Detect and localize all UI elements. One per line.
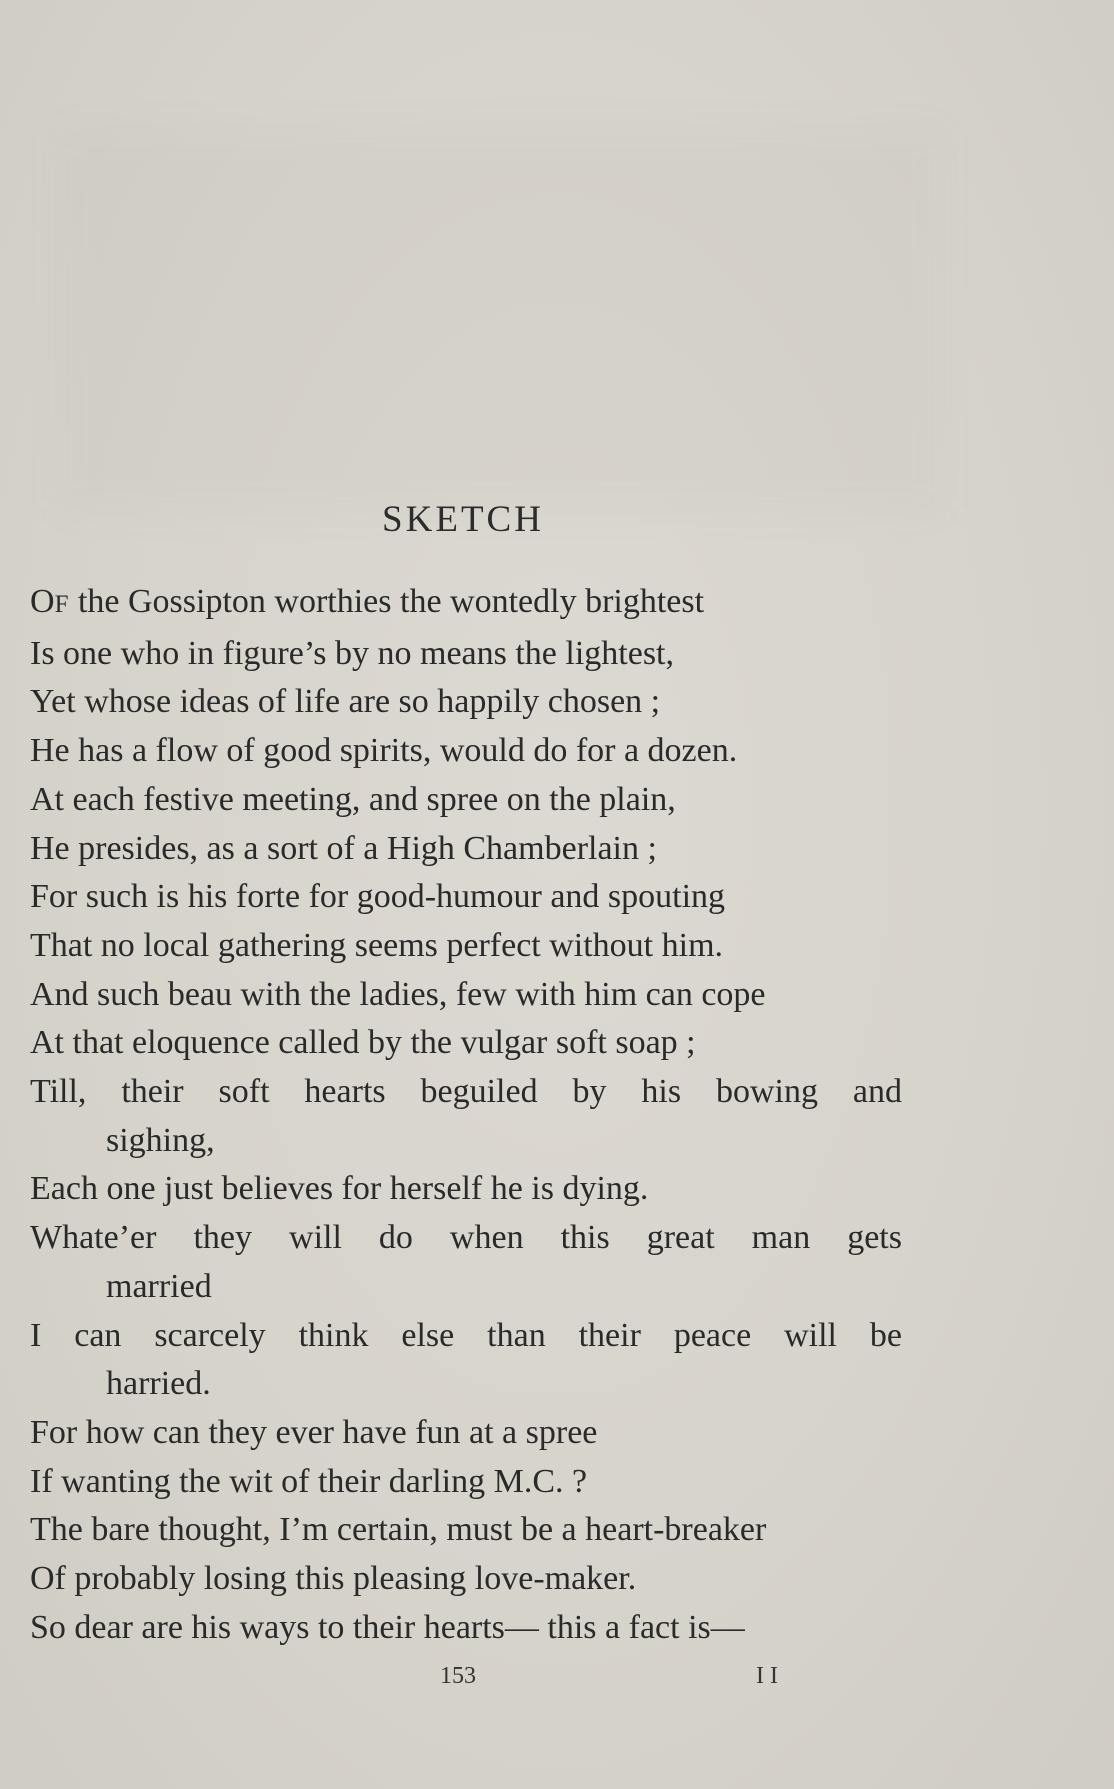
- poem-line: At that eloquence called by the vulgar soft soap ;: [30, 1024, 696, 1062]
- poem-line: I can scarcely think else than their peace will be: [30, 1316, 902, 1354]
- poem-line: Whate’er they will do when this great man gets: [30, 1219, 902, 1257]
- poem-line: For how can they ever have fun at a spree: [30, 1413, 598, 1451]
- poem-line: At each festive meeting, and spree on the plain,: [30, 780, 676, 818]
- poem-line-1: [30, 578, 902, 630]
- bleed-through-shadow: [60, 130, 940, 510]
- poem-line-continuation: sighing,: [106, 1121, 215, 1159]
- poem-line: He has a flow of good spirits, would do for a dozen.: [30, 732, 738, 770]
- poem-body: [30, 578, 902, 1652]
- poem-line: Of probably losing this pleasing love-maker.: [30, 1560, 637, 1598]
- drop-initial: O: [30, 583, 55, 620]
- poem-line: Till, their soft hearts beguiled by his bowing and: [30, 1073, 902, 1111]
- poem-line: So dear are his ways to their hearts— this a fact is—: [30, 1608, 745, 1646]
- poem-line: Is one who in figure’s by no means the lightest,: [30, 634, 675, 672]
- poem-title: SKETCH: [382, 499, 544, 540]
- poem-line: Yet whose ideas of life are so happily chosen ;: [30, 683, 661, 721]
- poem-line: He presides, as a sort of a High Chamberlain ;: [30, 829, 657, 867]
- line-1-text: the Gossipton worthies the wontedly brightest: [69, 583, 705, 620]
- poem-line: If wanting the wit of their darling M.C. ?: [30, 1462, 588, 1500]
- poem-line: For such is his forte for good-humour and spouting: [30, 878, 726, 916]
- small-caps-letters: F: [54, 591, 70, 618]
- poem-line: And such beau with the ladies, few with him can cope: [30, 975, 766, 1013]
- poem-line: That no local gathering seems perfect without him.: [30, 926, 724, 964]
- poem-line-continuation: married: [106, 1267, 212, 1305]
- poem-line-continuation: harried.: [106, 1365, 211, 1403]
- poem-line: Each one just believes for herself he is dying.: [30, 1170, 649, 1208]
- signature-mark: II: [756, 1663, 784, 1689]
- page-number: 153: [440, 1663, 476, 1689]
- poem-line: The bare thought, I’m certain, must be a heart-breaker: [30, 1511, 767, 1549]
